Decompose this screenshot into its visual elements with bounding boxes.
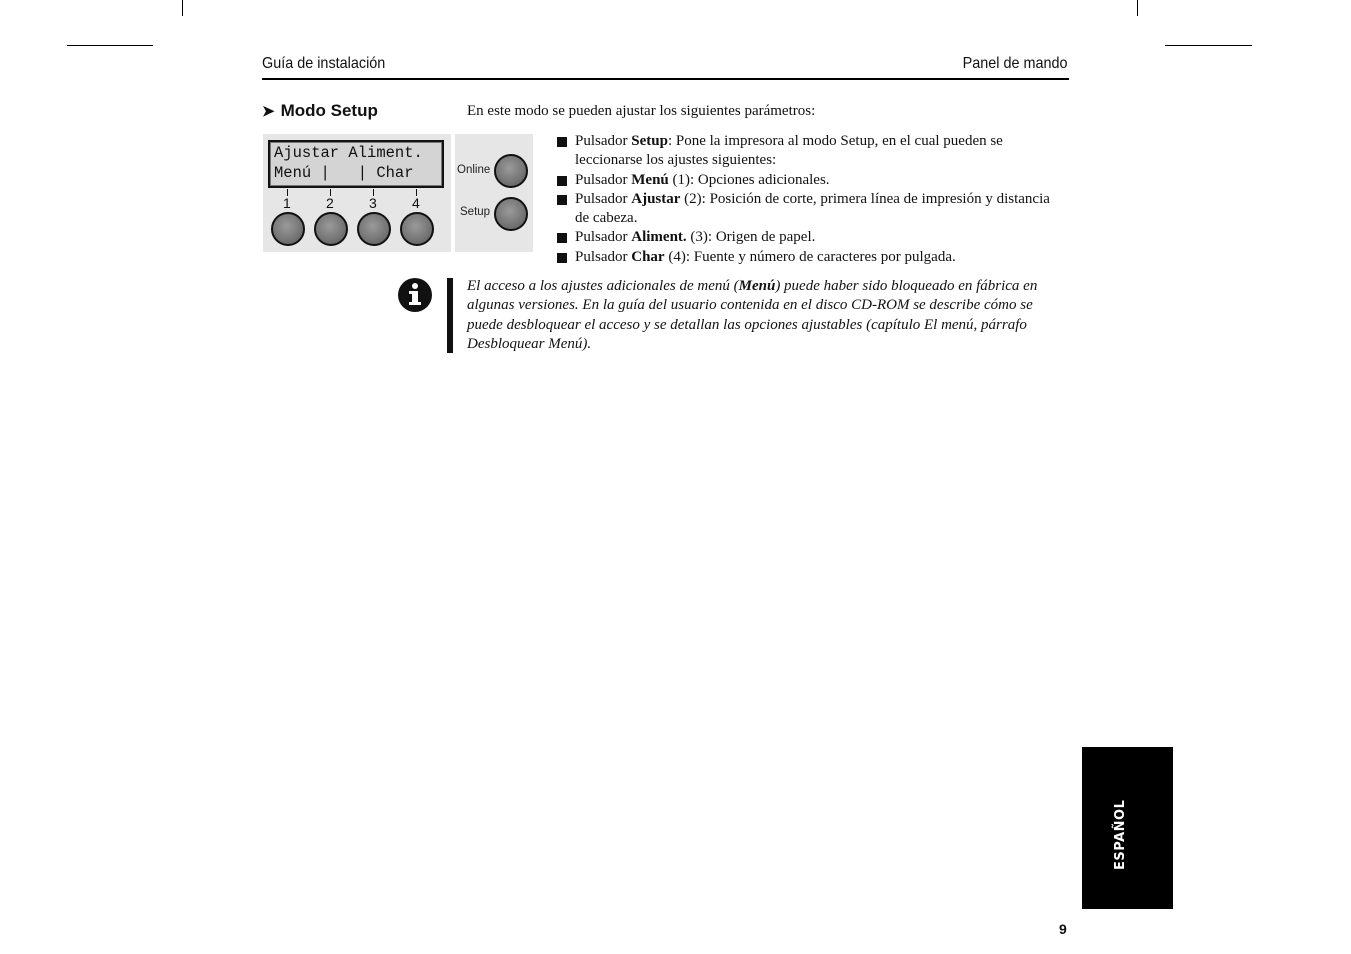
crop-mark bbox=[1137, 0, 1138, 16]
list-item-text: Pulsador bbox=[575, 133, 632, 149]
key-number-1: 1 bbox=[283, 195, 291, 211]
list-item-text: Pulsador bbox=[575, 190, 632, 207]
list-item bbox=[557, 248, 1057, 267]
parameter-list bbox=[557, 132, 1057, 267]
note-text: El acceso a los ajustes adicionales de menú ( bbox=[467, 278, 739, 294]
list-item-text: (1): Opciones adicionales. bbox=[668, 171, 830, 188]
feed-key-button bbox=[357, 212, 391, 246]
control-panel-right bbox=[455, 134, 533, 252]
list-item-text: Pulsador bbox=[575, 229, 632, 246]
list-item-key: Ajustar bbox=[631, 190, 681, 207]
list-item bbox=[557, 171, 1057, 190]
section-title-text: Modo Setup bbox=[280, 101, 378, 120]
header-rule bbox=[262, 78, 1069, 80]
list-item-text: (3): Origen de papel. bbox=[686, 229, 816, 246]
list-item-key: Menú bbox=[631, 171, 669, 188]
adjust-key-button bbox=[314, 212, 348, 246]
intro-text: En este modo se pueden ajustar los siguientes parámetros: bbox=[467, 103, 816, 119]
list-item-key: Aliment. bbox=[631, 229, 687, 246]
section-title bbox=[262, 101, 378, 121]
setup-label: Setup bbox=[460, 206, 491, 218]
note-text: ) puede haber sido bloqueado en fábrica en algunas versiones. En la guía del usuario contenida en el disco CD-ROM se describe cómo se puede desbloquear el acceso y se detallan las opciones ajustables (capítulo El menú, párrafo Desbloquear Menú). bbox=[467, 278, 1038, 352]
menu-key-button bbox=[271, 212, 305, 246]
info-icon bbox=[398, 278, 432, 312]
list-item-key: Char bbox=[631, 248, 665, 265]
list-item bbox=[557, 190, 1057, 229]
running-header-left: Guía de instalación bbox=[262, 55, 386, 72]
key-number-4: 4 bbox=[412, 195, 420, 211]
key-number-2: 2 bbox=[326, 195, 334, 211]
list-item bbox=[557, 132, 1057, 171]
info-note bbox=[467, 277, 1072, 354]
arrow-bullet-icon: ➤ bbox=[262, 103, 275, 120]
page-number: 9 bbox=[1059, 921, 1067, 937]
list-item-text: Pulsador bbox=[575, 171, 632, 188]
lcd-line-2: Menú | | Char bbox=[274, 164, 414, 182]
note-bar bbox=[447, 278, 453, 353]
online-label: Online bbox=[457, 164, 491, 176]
crop-mark bbox=[182, 0, 183, 16]
list-item-text: : Pone la impresora al modo Setup, en el cual pueden se leccionarse los ajustes siguientes: bbox=[575, 133, 1003, 169]
online-button bbox=[494, 154, 528, 188]
running-header-right: Panel de mando bbox=[963, 55, 1068, 72]
note-bold: Menú bbox=[738, 278, 776, 294]
key-number-3: 3 bbox=[369, 195, 377, 211]
lcd-display bbox=[268, 140, 444, 188]
lcd-line-1: Ajustar Aliment. bbox=[274, 144, 423, 162]
list-item bbox=[557, 228, 1057, 247]
setup-button bbox=[494, 197, 528, 231]
crop-mark bbox=[1165, 45, 1252, 46]
char-key-button bbox=[400, 212, 434, 246]
list-item-text: (2): Posición de corte, primera línea de impresión y distancia de cabeza. bbox=[575, 190, 1050, 227]
list-item-text: (4): Fuente y número de caracteres por pulgada. bbox=[664, 248, 956, 265]
list-item-key: Setup bbox=[631, 133, 668, 149]
list-item-text: Pulsador bbox=[575, 248, 632, 265]
crop-mark bbox=[67, 45, 153, 46]
language-tab-label: ESPAÑOL bbox=[1113, 799, 1128, 870]
